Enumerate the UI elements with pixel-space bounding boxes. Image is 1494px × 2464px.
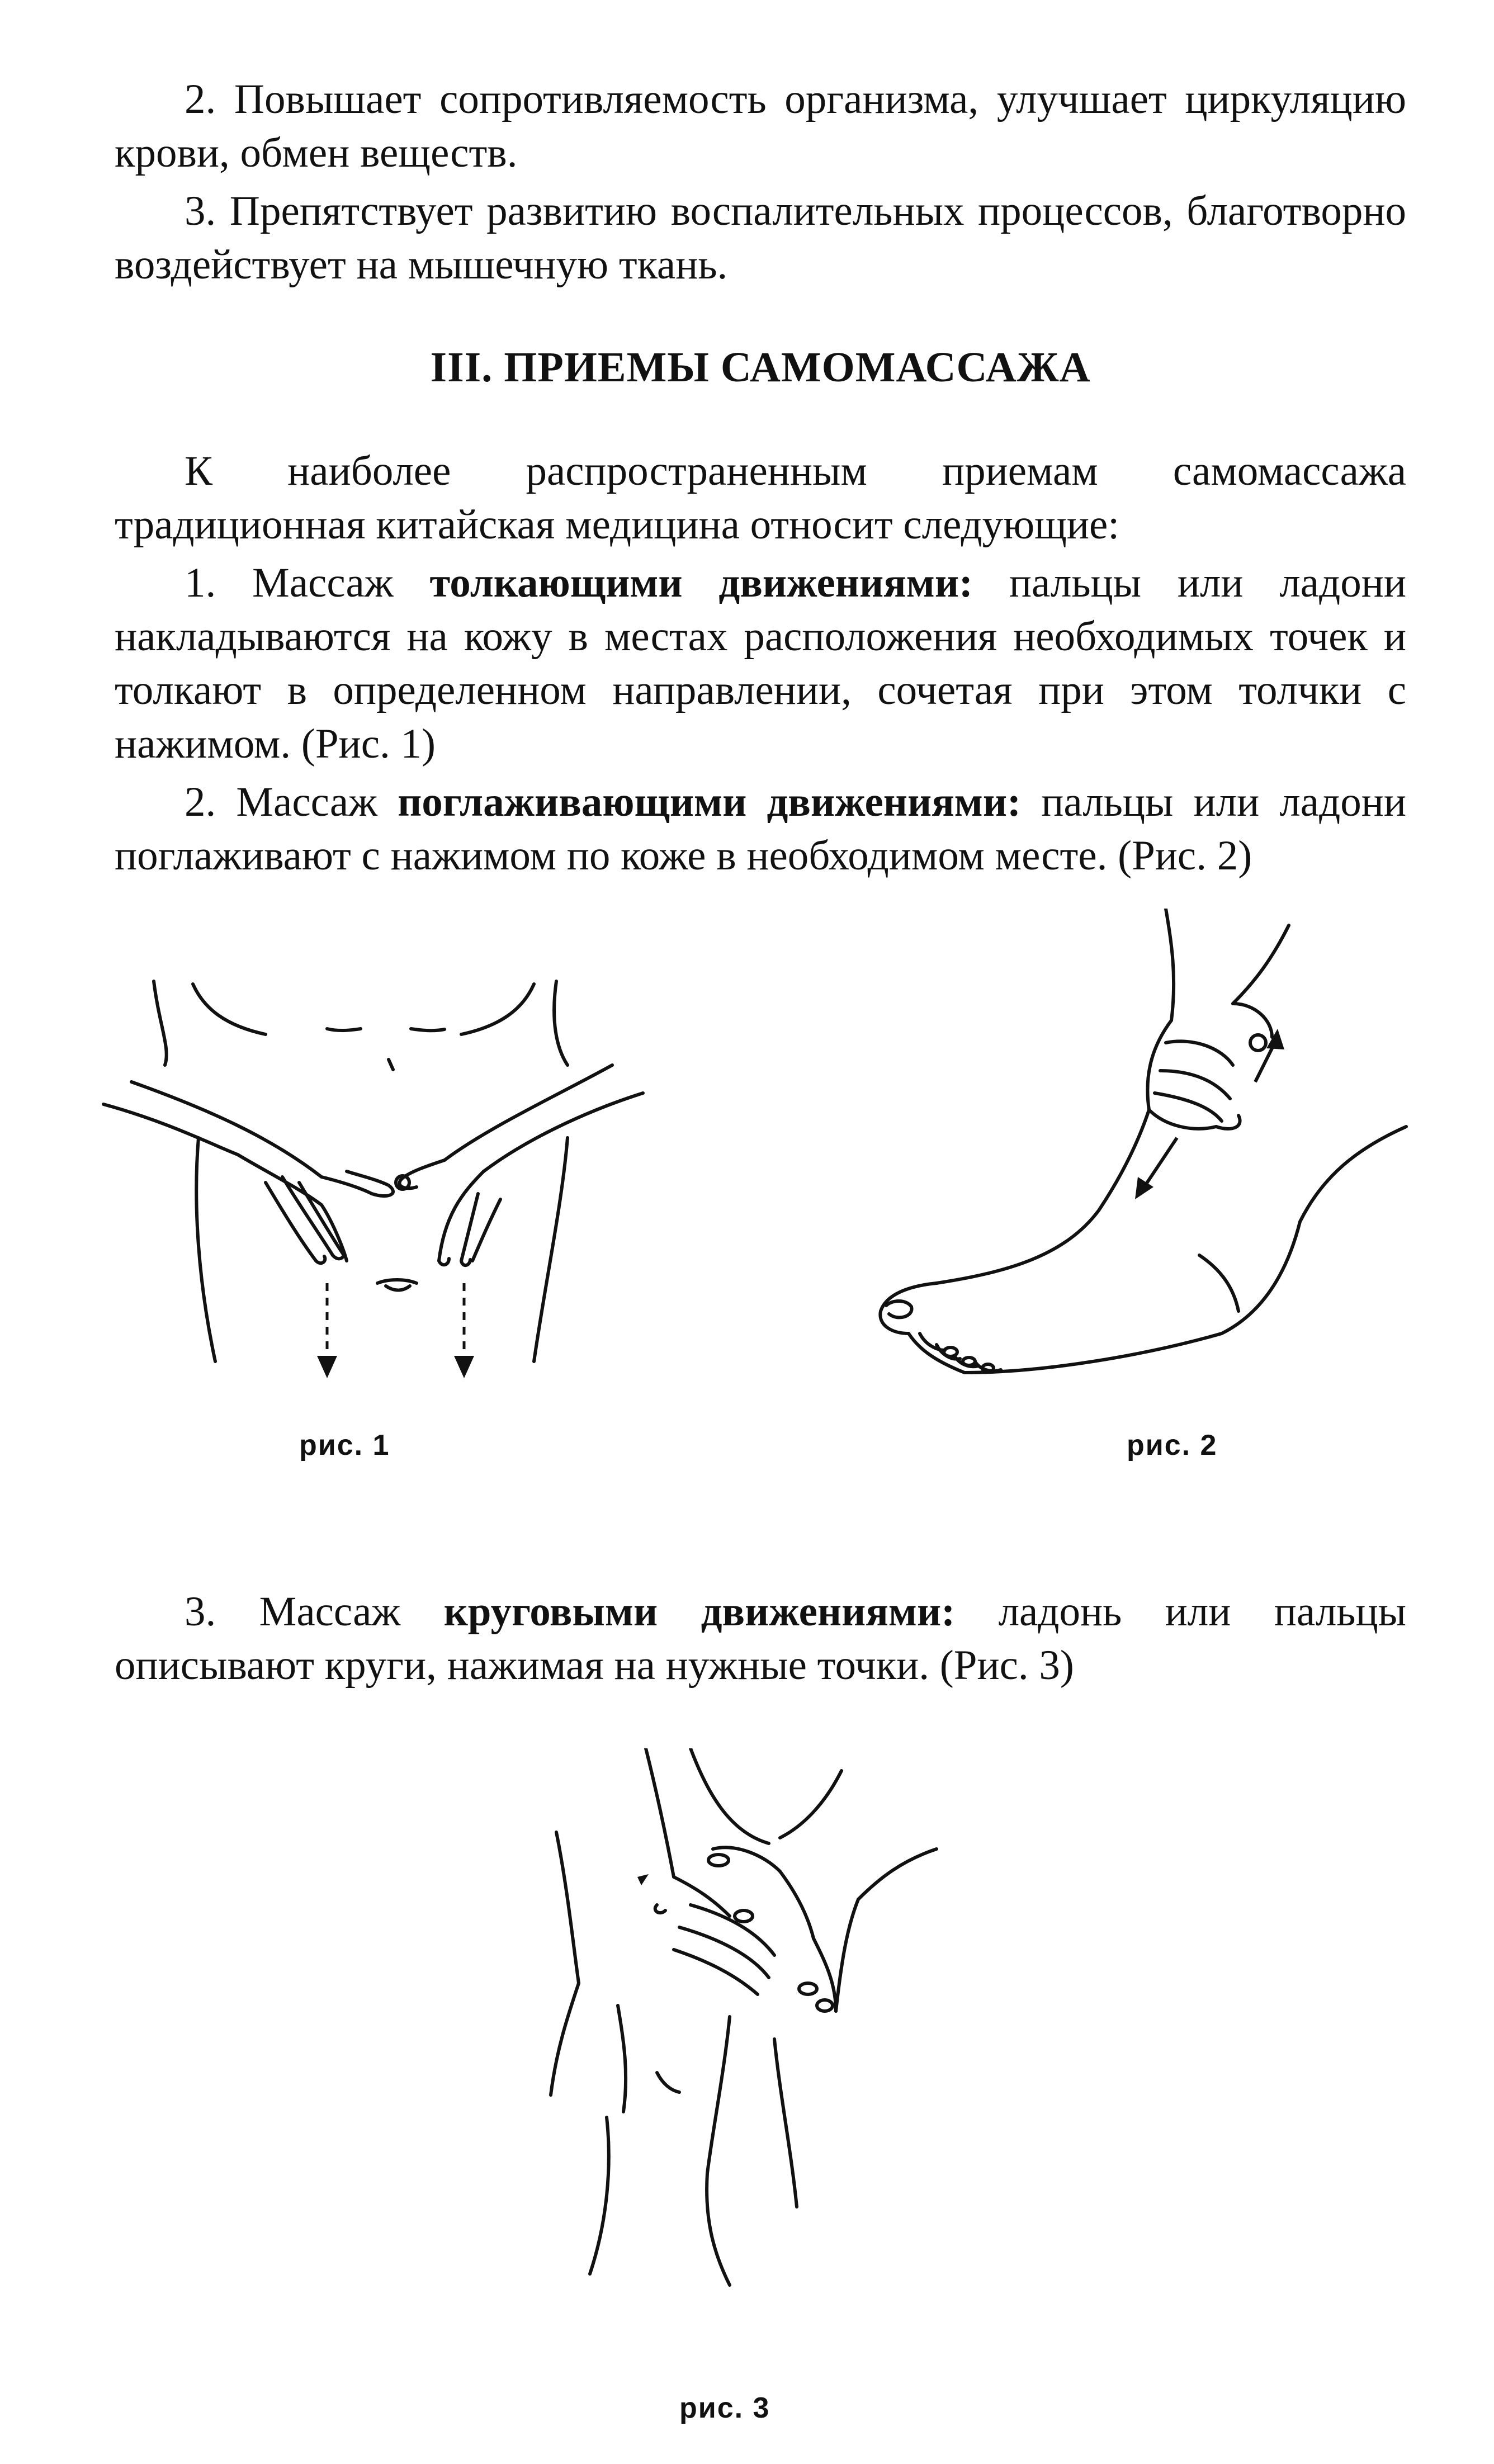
figure-3-caption: рис. 3	[679, 2392, 770, 2424]
item-1-prefix: 1. Массаж	[185, 560, 430, 606]
paragraph-benefit-2: 2. Повышает сопротивляемость организма, улучшает циркуляцию крови, обмен веществ.	[115, 76, 1406, 176]
figure-3-drawing	[545, 1748, 970, 2380]
figure-2	[808, 909, 1412, 1462]
item-3-text: ладонь или пальцы описывают круги, нажимая на нужные точки. (Рис. 3)	[115, 1588, 1406, 1689]
figure-3	[545, 1748, 970, 2424]
item-2-term: поглаживающими движениями:	[398, 779, 1022, 825]
paragraph-item-1	[115, 556, 1406, 771]
item-2-text: пальцы или ладони поглаживают с нажимом по коже в необходимом месте. (Рис. 2)	[115, 779, 1407, 879]
figure-row	[115, 937, 1406, 1579]
item-2-prefix: 2. Массаж	[185, 779, 398, 825]
figure-3-row	[115, 1748, 1406, 2464]
paragraph-item-2	[115, 775, 1406, 883]
paragraph-benefit-3: 3. Препятствует развитию воспалительных процессов, благотворно воздействует на мышечную ткань.	[115, 188, 1406, 288]
figure-2-drawing	[808, 909, 1412, 1429]
section-heading: III. ПРИЕМЫ САМОМАССАЖА	[430, 344, 1091, 391]
item-3-prefix: 3. Массаж	[185, 1588, 444, 1635]
paragraph-intro: К наиболее распространенным приемам самомассажа традиционная китайская медицина относит следующие:	[115, 448, 1406, 548]
figure-1	[98, 970, 691, 1462]
item-1-text: пальцы или ладони накладываются на кожу в местах расположения необходимых точек и толкают в определенном направлении, сочетая при этом толчки с нажимом. (Рис. 1)	[115, 560, 1407, 767]
figure-1-caption: рис. 1	[299, 1429, 390, 1462]
figure-2-caption: рис. 2	[1127, 1429, 1218, 1462]
item-3-term: круговыми движениями:	[443, 1588, 956, 1635]
figure-1-drawing	[98, 970, 691, 1429]
document-page	[115, 73, 1406, 2464]
paragraph-item-3	[115, 1585, 1406, 1692]
item-1-term: толкающими движениями:	[429, 560, 973, 606]
